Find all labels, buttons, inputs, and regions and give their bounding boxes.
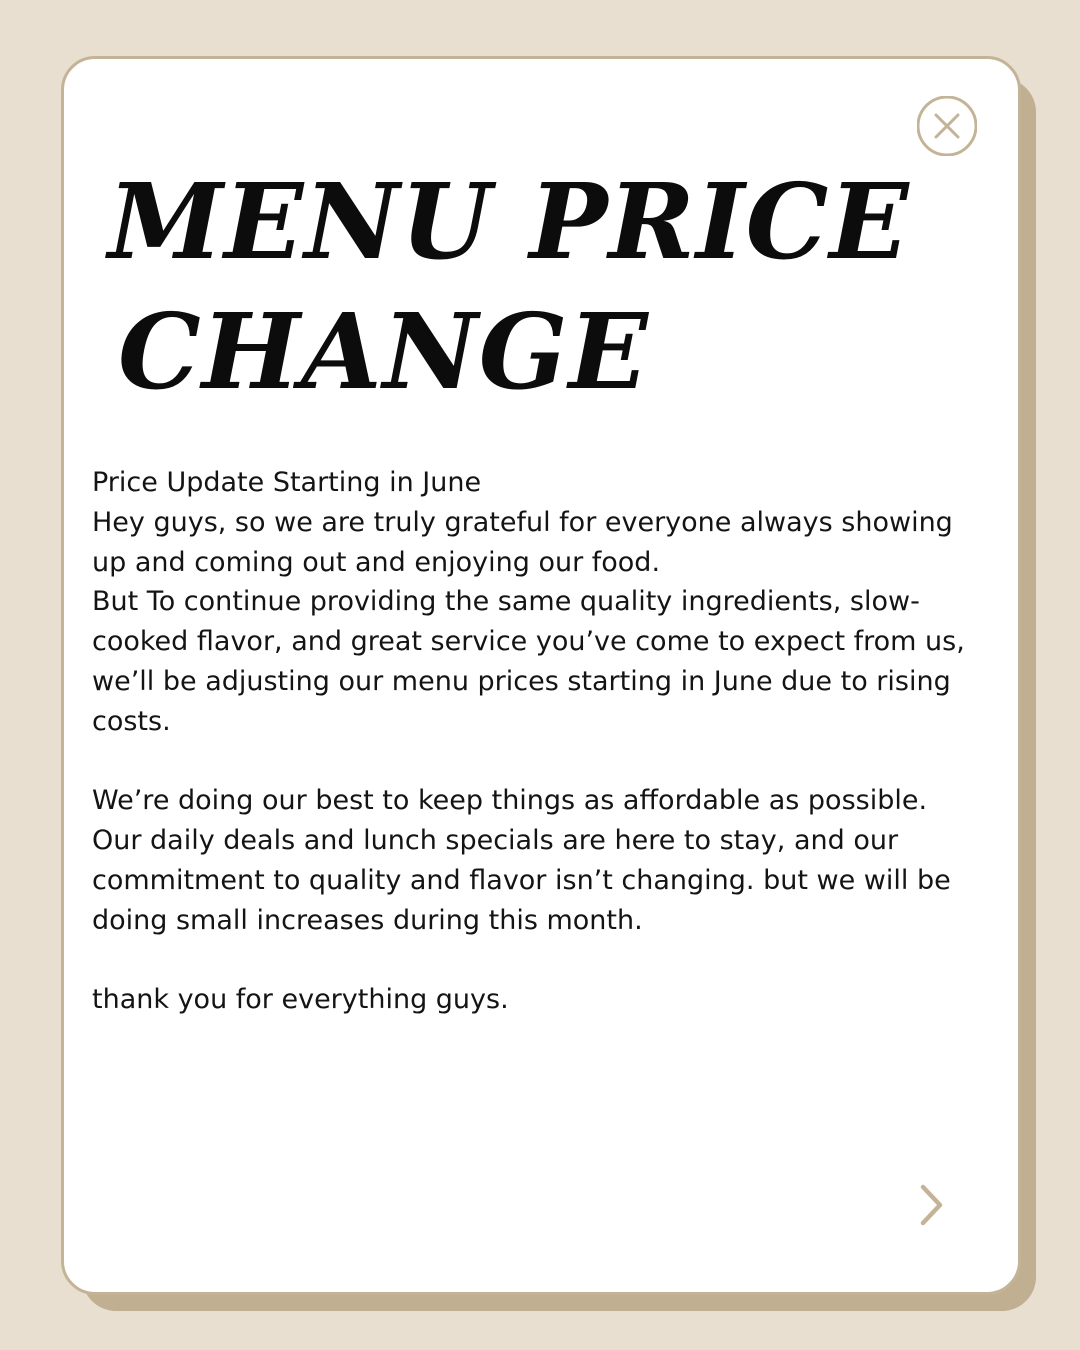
announcement-heading: Price Update Starting in June: [92, 467, 482, 498]
close-button[interactable]: [917, 96, 977, 156]
paragraph-spacer: [92, 742, 972, 782]
title-line-1: MENU PRICE: [108, 160, 910, 283]
body-paragraph: Hey guys, so we are truly grateful for everyone always showing up and coming out and enjoying our food.: [92, 506, 953, 578]
next-slide-button[interactable]: [912, 1179, 952, 1231]
body-paragraph: We’re doing our best to keep things as affordable as possible.: [92, 785, 928, 817]
title-line-2: CHANGE: [118, 290, 649, 413]
body-paragraph: Our daily deals and lunch specials are here to stay, and our commitment to quality and flavor isn’t changing. but we will be doing small increases during this month.: [92, 825, 951, 936]
closing-line: thank you for everything guys.: [92, 984, 509, 1016]
close-icon: [917, 96, 977, 156]
page-title: [108, 157, 978, 417]
announcement-body: [92, 463, 972, 1020]
paragraph-spacer: [92, 941, 972, 981]
chevron-right-icon: [912, 1179, 952, 1231]
body-paragraph: But To continue providing the same quality ingredients, slow-cooked flavor, and great service you’ve come to expect from us, we’ll be adjusting our menu prices starting in June due to rising costs.: [92, 586, 965, 737]
announcement-card: [61, 56, 1021, 1295]
